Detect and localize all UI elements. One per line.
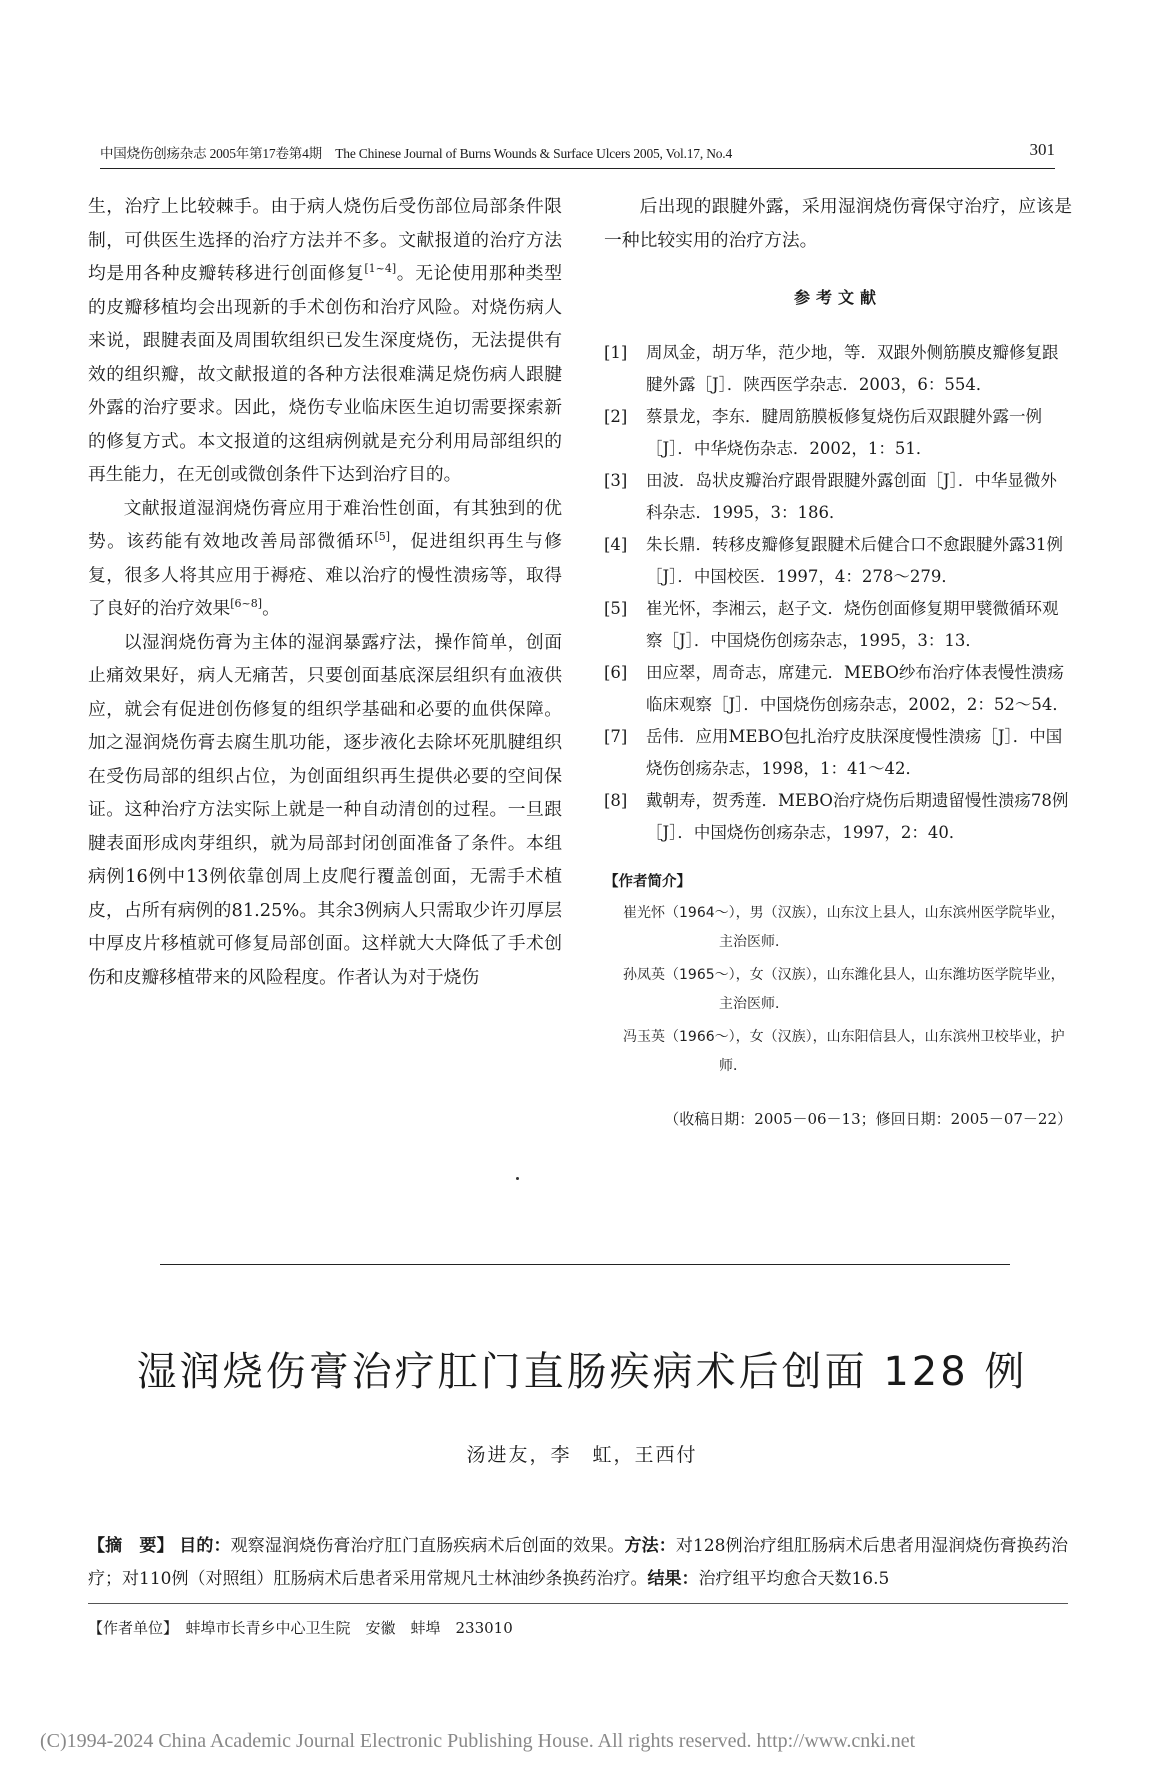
reference-text: 田应翠，周奇志，席建元．MEBO纱布治疗体表慢性溃疡临床观察［J］．中国烧伤创疡杂志，2002，2：52～54． xyxy=(646,662,1069,714)
left-p1-text: 生，治疗上比较棘手。由于病人烧伤后受伤部位局部条件限制，可供医生选择的治疗方法并不多。文献报道的治疗方法均是用各种皮瓣转移进行创面修复 xyxy=(88,196,562,284)
references-title: 参考文献 xyxy=(793,288,882,307)
citation-5: [5] xyxy=(374,530,391,544)
reference-item xyxy=(604,593,1072,657)
reference-item xyxy=(604,465,1072,529)
reference-number: [5] xyxy=(604,598,628,618)
reference-item xyxy=(604,657,1072,721)
abstract-result-label: 结果： xyxy=(647,1569,699,1589)
left-p2-mid: ，促进组织再生与修复，很多人将其应用于褥疮、难以治疗的慢性溃疡等，取得了良好的治疗效果 xyxy=(88,531,562,619)
reference-number: [8] xyxy=(604,790,628,810)
reference-text: 田波．岛状皮瓣治疗跟骨跟腱外露创面［J］．中华显微外科杂志．1995，3：186． xyxy=(646,470,1057,522)
right-paragraph-1: 后出现的跟腱外露，采用湿润烧伤膏保守治疗，应该是一种比较实用的治疗方法。 xyxy=(604,196,1072,251)
reference-text: 崔光怀，李湘云，赵子文．烧伤创面修复期甲襞微循环观察［J］．中国烧伤创疡杂志，1995，3：13． xyxy=(646,598,1059,650)
left-paragraph-1 xyxy=(88,190,562,492)
reference-list xyxy=(604,337,1072,849)
citation-6-8: [6~8] xyxy=(230,597,263,611)
section-divider xyxy=(160,1264,1010,1265)
stray-dot xyxy=(516,1177,519,1180)
abstract-label: 【摘 要】 xyxy=(88,1536,174,1556)
article-authors: 汤进友，李 虹，王西付 xyxy=(466,1444,698,1466)
left-paragraph-3: 以湿润烧伤膏为主体的湿润暴露疗法，操作简单，创面止痛效果好，病人无痛苦，只要创面基底深层组织有血液供应，就会有促进创伤修复的组织学基础和必要的血供保障。加之湿润烧伤膏去腐生肌功能，逐步液化去除坏死肌腱组织在受伤局部的组织占位，为创面组织再生提供必要的空间保证。这种治疗方法实际上就是一种自动清创的过程。一旦跟腱表面形成肉芽组织，就为局部封闭创面准备了条件。本组病例16例中13例依靠创周上皮爬行覆盖创面，无需手术植皮，占所有病例的81.25%。其余3例病人只需取少许刃厚层中厚皮片移植就可修复局部创面。这样就大大降低了手术创伤和皮瓣移植带来的风险程度。作者认为对于烧伤 xyxy=(88,631,562,988)
reference-text: 戴朝寿，贺秀莲．MEBO治疗烧伤后期遗留慢性溃疡78例［J］．中国烧伤创疡杂志，1997，2：40． xyxy=(646,790,1069,842)
running-head-text: 中国烧伤创疡杂志 2005年第17卷第4期 The Chinese Journal of Burns Wounds & Surface Ulcers 2005, Vol.17, No.4 xyxy=(100,146,733,161)
right-column xyxy=(604,190,1072,1136)
left-p2-text: 文献报道湿润烧伤膏应用于难治性创面，有其独到的优势。该药能有效地改善局部微循环 xyxy=(88,497,562,552)
reference-item xyxy=(604,529,1072,593)
left-p2-tail: 。 xyxy=(262,598,280,619)
abstract-objective: 观察湿润烧伤膏治疗肛门直肠疾病术后创面的效果。 xyxy=(230,1536,625,1556)
article-title: 湿润烧伤膏治疗肛门直肠疾病术后创面 128 例 xyxy=(136,1349,1028,1395)
abstract-method-label: 方法： xyxy=(624,1536,676,1556)
reference-number: [2] xyxy=(604,406,628,426)
reference-number: [7] xyxy=(604,726,628,746)
author-intro-entry: 崔光怀（1964～），男（汉族），山东汶上县人，山东滨州医学院毕业，主治医师． xyxy=(623,904,1065,950)
author-intro-entry: 冯玉英（1966～），女（汉族），山东阳信县人，山东滨州卫校毕业，护师． xyxy=(623,1028,1065,1074)
abstract-result: 治疗组平均愈合天数16.5 xyxy=(698,1569,890,1589)
left-p1-tail: 。无论使用那种类型的皮瓣移植均会出现新的手术创伤和治疗风险。对烧伤病人来说，跟腱表面及周围软组织已发生深度烧伤，无法提供有效的组织瓣，故文献报道的各种方法很难满足烧伤病人跟腱外露的治疗要求。因此，烧伤专业临床医生迫切需要探索新的修复方式。本文报道的这组病例就是充分利用局部组织的再生能力，在无创或微创条件下达到治疗目的。 xyxy=(88,263,562,485)
author-intro-title: 【作者简介】 xyxy=(604,872,691,890)
citation-1-4: [1~4] xyxy=(364,262,397,276)
copyright-watermark: (C)1994-2024 China Academic Journal Electronic Publishing House. All rights reserved. http://www.cnki.net xyxy=(40,1730,916,1752)
left-paragraph-2 xyxy=(88,492,562,626)
reference-item xyxy=(604,785,1072,849)
reference-text: 周凤金，胡万华，范少地，等．双跟外侧筋膜皮瓣修复跟腱外露［J］．陕西医学杂志．2003，6：554． xyxy=(646,342,1059,394)
reference-number: [3] xyxy=(604,470,628,490)
reference-number: [6] xyxy=(604,662,628,682)
reference-text: 岳伟．应用MEBO包扎治疗皮肤深度慢性溃疡［J］．中国烧伤创疡杂志，1998，1：41～42． xyxy=(646,726,1063,778)
reference-item xyxy=(604,401,1072,465)
abstract xyxy=(88,1530,1068,1596)
running-header xyxy=(100,142,1055,169)
abstract-objective-label: 目的： xyxy=(179,1536,231,1556)
page-number: 301 xyxy=(1029,140,1055,159)
left-column xyxy=(88,190,562,994)
author-affiliation: 【作者单位】 蚌埠市长青乡中心卫生院 安徽 蚌埠 233010 xyxy=(88,1619,513,1637)
author-intro-entry: 孙凤英（1965～），女（汉族），山东潍化县人，山东潍坊医学院毕业，主治医师． xyxy=(623,966,1065,1012)
reference-text: 蔡景龙，李东．腱周筋膜板修复烧伤后双跟腱外露一例［J］．中华烧伤杂志．2002，1：51． xyxy=(646,406,1042,458)
reference-item xyxy=(604,721,1072,785)
reference-number: [1] xyxy=(604,342,628,362)
reference-text: 朱长鼎．转移皮瓣修复跟腱术后健合口不愈跟腱外露31例［J］．中国校医．1997，4：278～279． xyxy=(646,534,1063,586)
received-revised-dates: （收稿日期：2005－06－13；修回日期：2005－07－22） xyxy=(664,1109,1072,1128)
reference-number: [4] xyxy=(604,534,628,554)
abstract-method: 对128例治疗组肛肠病术后患者用湿润烧伤膏换药治疗；对110例（对照组）肛肠病术后患者采用常规凡士林油纱条换药治疗。 xyxy=(88,1536,1069,1589)
affiliation-rule xyxy=(88,1603,1068,1604)
reference-item xyxy=(604,337,1072,401)
